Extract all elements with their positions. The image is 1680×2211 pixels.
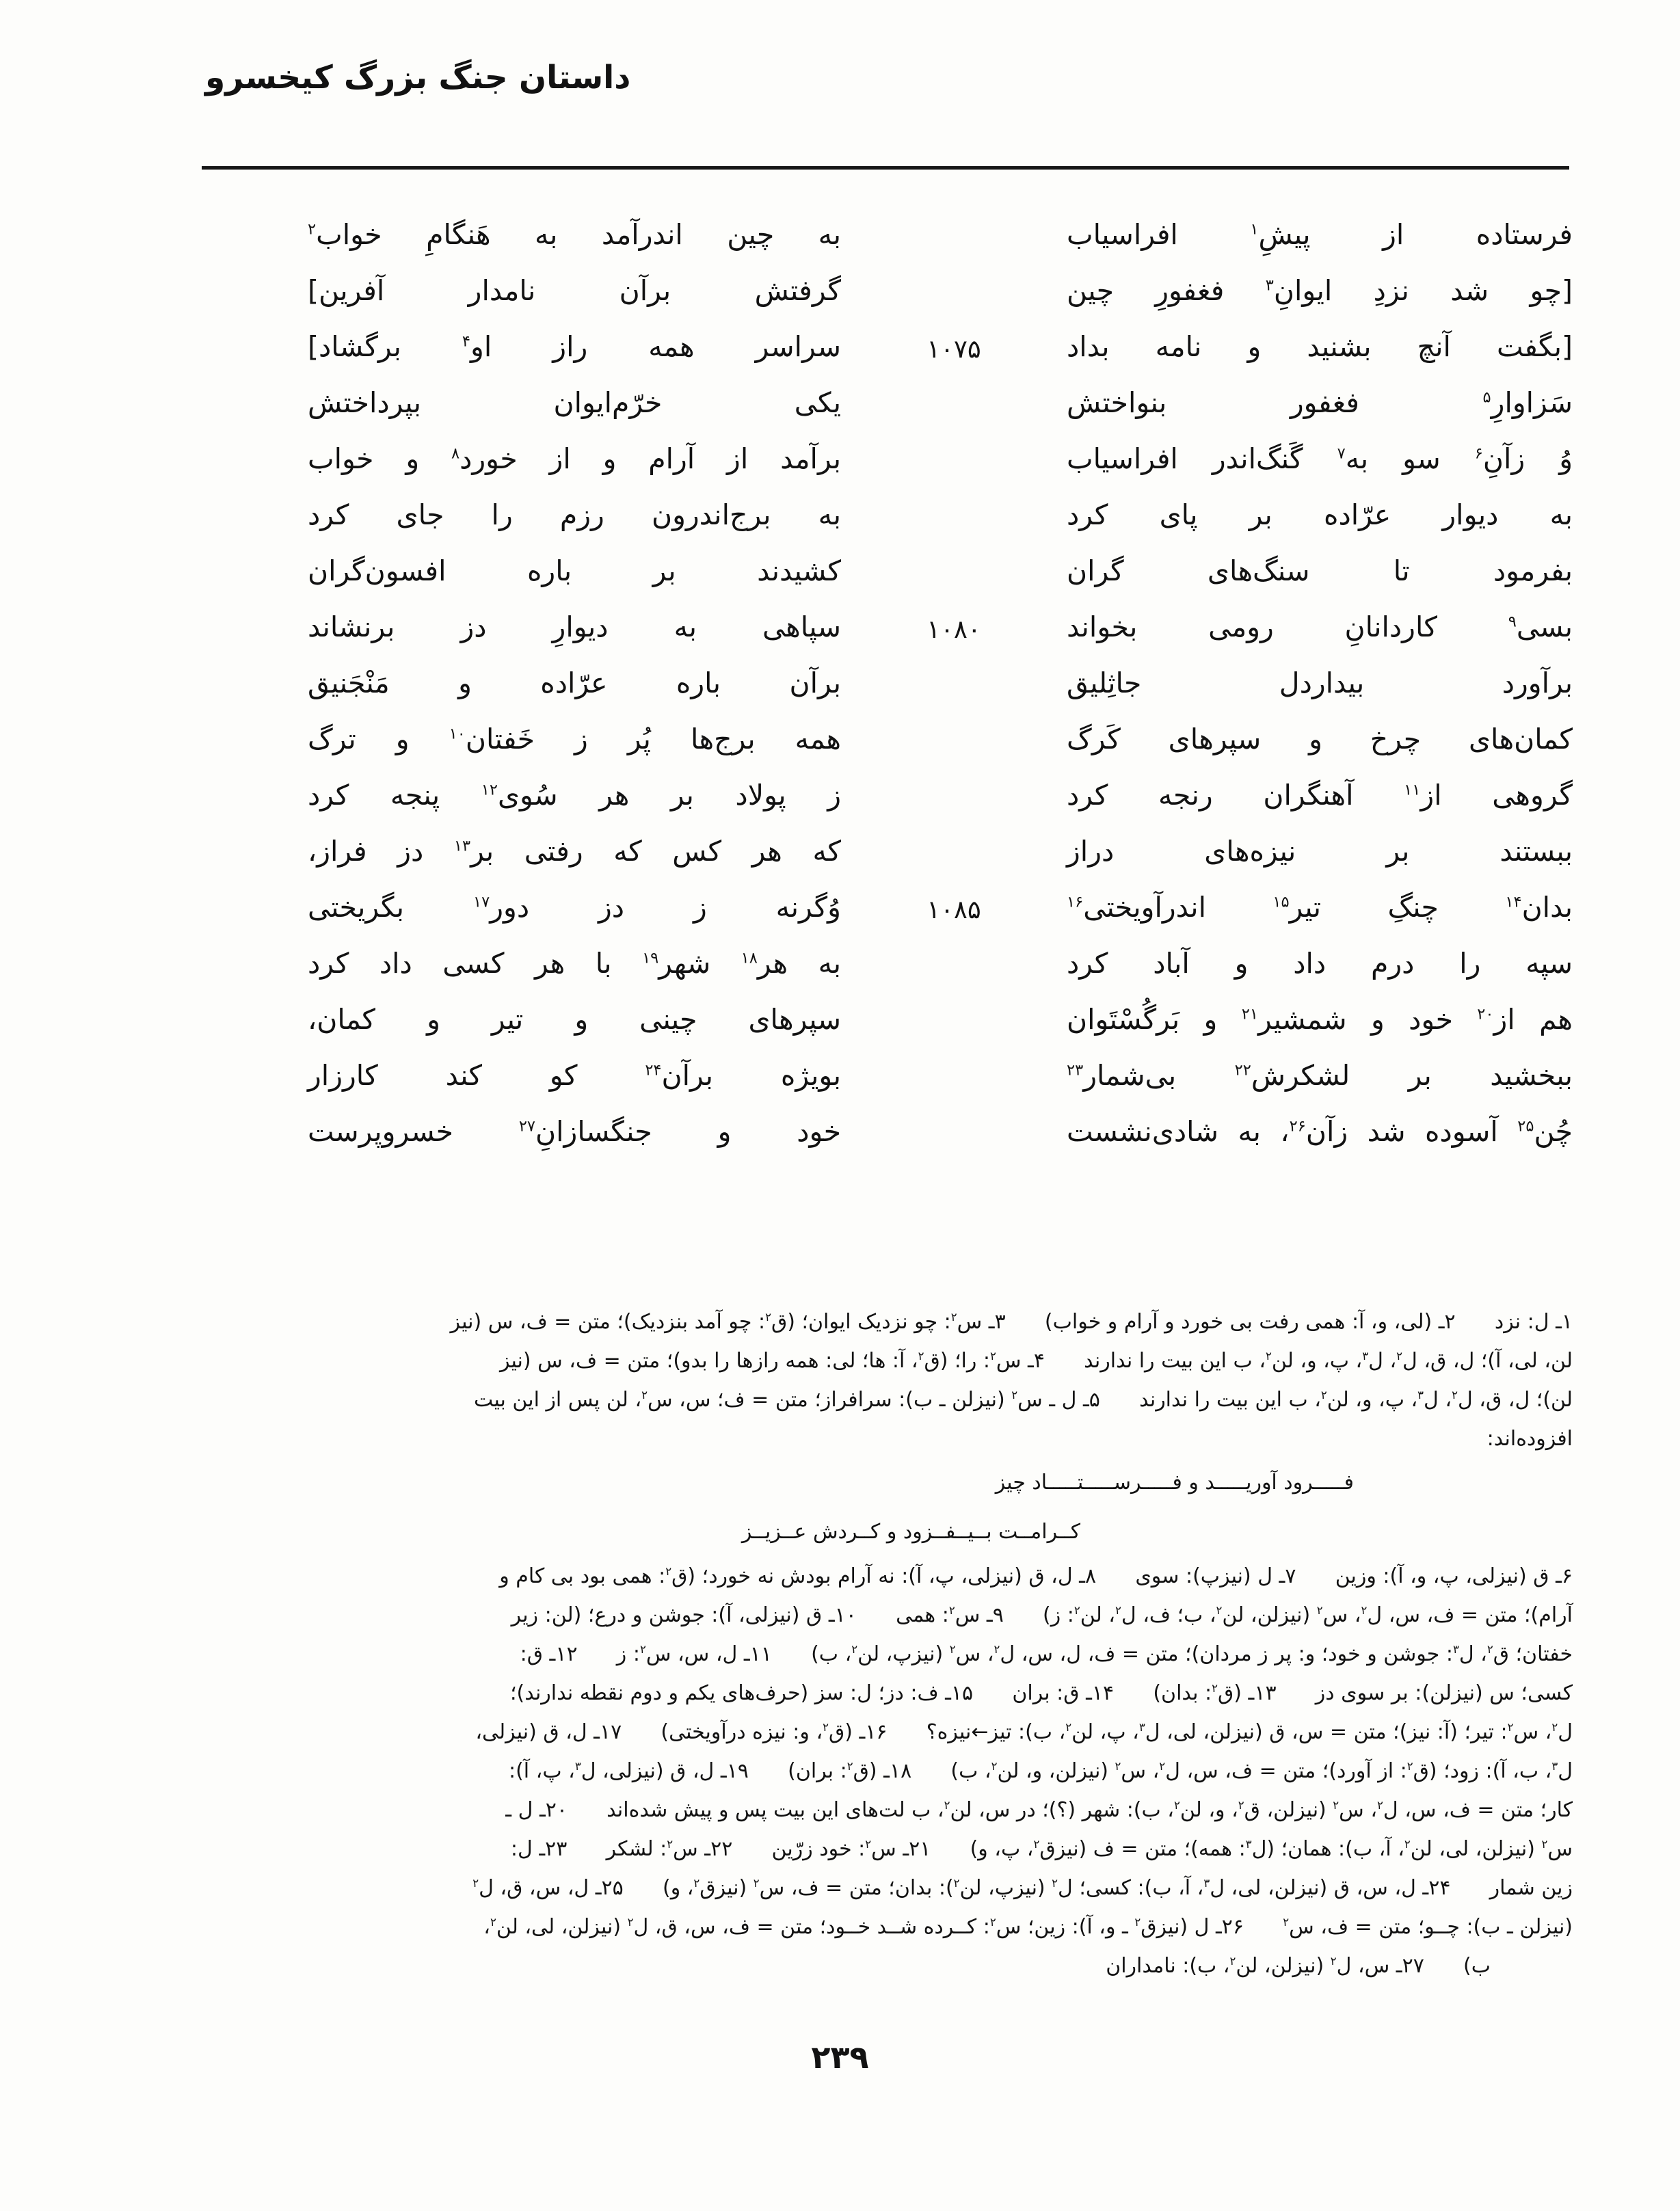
hemistich-second: کشیدند بر باره افسون‌گران	[308, 554, 841, 587]
hemistich-first: سپه را درم داد و آباد کرد	[1067, 946, 1573, 980]
verse-row	[308, 879, 1573, 935]
hemistich-second: برآمد از آرام و از خورد$^۸$ و خواب	[308, 442, 841, 475]
footnote-verse-b: کــرامــت بــیــفــزود و کــردش عــزیــز	[741, 1520, 1080, 1544]
footnote-line: (نیزلن ـ ب): چــو؛ متن = ف، س$^۲$ ۲۶ـ ل (نیزق$^۲$ ـ و، آ): زین؛ س$^۲$: کــرده شــد خــود؛ متن = ف، س، ق، ل$^۲$ (نیزلن، لی، لن$^۲$،	[483, 1915, 1573, 1939]
footnote-line: لن)؛ ل، ق، ل$^۲$، ل$^۳$، پ، و، لن$^۲$، ب این بیت را ندارند ۵ـ ل ـ س$^۲$ (نیزلن ـ ب): سرافراز؛ متن = ف؛ س، س$^۲$، لن پس از این بیت	[473, 1388, 1573, 1412]
footnote-line: لن، لی، آ)؛ ل، ق، ل$^۲$، ل$^۳$، پ، و، لن$^۲$، ب این بیت را ندارند ۴ـ س$^۲$: را؛ (ق$^۲$، آ: ها؛ لی: همه رازها را بدو)؛ متن = ف، س (نیز	[499, 1349, 1573, 1373]
verse-row	[308, 543, 1573, 599]
hemistich-second: به چین اندرآمد به هَنگامِ خواب$^۲$	[308, 217, 841, 251]
verse-row	[308, 431, 1573, 487]
hemistich-second: بویژه برآن$^{۲۴}$ کو کند کارزار	[308, 1058, 841, 1092]
verse-number	[841, 1073, 1067, 1077]
hemistich-first: چُن$^{۲۵}$ آسوده شد زآن$^{۲۶}$، به شادی‌نشست	[1067, 1114, 1573, 1148]
hemistich-first: [بگفت آنچ بشنید و نامه بداد	[1067, 330, 1573, 363]
verse-number	[841, 793, 1067, 797]
verse-row	[308, 1103, 1573, 1160]
hemistich-first: سَزاوارِ$^۵$ فغفور بنواختش	[1067, 386, 1573, 419]
verse-row	[308, 487, 1573, 543]
footnote-verse-a: فـــــرود آوریـــــد و فـــــرســـــتـــــاد چیز	[995, 1471, 1354, 1495]
footnote-line: ل$^۲$، س$^۲$: تیر؛ (آ: نیز)؛ متن = س، ق (نیزلن، لی، ل$^۳$، پ، لن$^۲$، ب): تیز←نیزه؟ ۱۶ـ (ق$^۲$، و: نیزه درآویختی) ۱۷ـ ل، ق (نیزلی،	[475, 1720, 1573, 1744]
hemistich-second: سپرهای چینی و تیر و کمان،	[308, 1002, 841, 1036]
verse-number	[841, 289, 1067, 293]
footnote-line: کسی؛ س (نیزلن): بر سوی دز ۱۳ـ (ق$^۲$: بدان) ۱۴ـ ق: بران ۱۵ـ ف: دز؛ ل: سز (حرف‌های یکم و دوم نقطه ندارند)؛	[509, 1681, 1573, 1705]
hemistich-first: کمان‌های چرخ و سپرهای کَرگ	[1067, 722, 1573, 755]
hemistich-second: خود و جنگسازانِ$^{۲۷}$ خسروپرست	[308, 1114, 841, 1148]
verse-number: ۱۰۷۵	[926, 334, 981, 364]
verse-row	[308, 319, 1573, 375]
verse-row	[308, 935, 1573, 991]
verse-number	[841, 961, 1067, 965]
hemistich-second: سپاهی به دیوارِ دز برنشاند	[308, 610, 841, 643]
footnotes	[108, 1302, 1573, 1985]
hemistich-second: یکی خرّم‌ایوان بپرداختش	[308, 386, 841, 419]
poem	[308, 206, 1573, 1160]
hemistich-first: هم از$^{۲۰}$ خود و شمشیر$^{۲۱}$ و بَرگُسْتَوان	[1067, 1002, 1573, 1036]
verse-number	[841, 232, 1067, 237]
footnote-last: ب) ۲۷ـ س، ل$^۲$ (نیزلن، لن$^۲$، ب): نامداران	[1106, 1954, 1491, 1978]
hemistich-first: بدان$^{۱۴}$ چنگِ تیر$^{۱۵}$ اندرآویختی$^{۱۶}$	[1067, 890, 1573, 924]
hemistich-second: برآن باره عرّاده و مَنْجَنیق	[308, 666, 841, 699]
hemistich-second: که هر کس که رفتی بر$^{۱۳}$ دز فراز،	[308, 834, 841, 868]
footnote-intro: افزوده‌اند:	[1486, 1427, 1573, 1451]
verse-row	[308, 711, 1573, 767]
verse-row	[308, 767, 1573, 823]
verse-number	[841, 513, 1067, 517]
hemistich-second: گرفتش برآن نامدار آفرین]	[308, 273, 841, 307]
hemistich-second: ز پولاد بر هر سُوی$^{۱۲}$ پنجه کرد	[308, 778, 841, 812]
verse-row	[308, 375, 1573, 431]
hemistich-second: سراسر همه راز او$^۴$ برگشاد]	[308, 330, 841, 363]
hemistich-first: بسی$^۹$ کاردانانِ رومی بخواند	[1067, 610, 1573, 643]
verse-number	[841, 1129, 1067, 1134]
verse-number	[841, 457, 1067, 461]
verse-row	[308, 1047, 1573, 1103]
hemistich-second: به هر$^{۱۸}$ شهر$^{۱۹}$ با هر کسی داد کرد	[308, 946, 841, 980]
verse-number	[841, 849, 1067, 853]
header-rule	[202, 166, 1569, 170]
footnote-line: زین شمار ۲۴ـ ل، س، ق (نیزلن، لی، ل$^۳$، آ، ب): کسی؛ ل$^۲$ (نیزپ، لن$^۲$): بدان؛ متن = ف، س$^۲$ (نیزق$^۲$، و) ۲۵ـ ل، س، ق، ل$^۲$	[472, 1876, 1573, 1900]
footnote-line: ۶ـ ق (نیزلی، پ، و، آ): وزین ۷ـ ل (نیزپ): سوی ۸ـ ل، ق (نیزلی، پ، آ): نه آرام بودش نه خورد؛ (ق$^۲$: همی بود بی کام و	[499, 1564, 1573, 1588]
hemistich-second: همه برج‌ها پُر ز خَفتان$^{۱۰}$ و ترگ	[308, 722, 841, 755]
verse-row	[308, 263, 1573, 319]
hemistich-first: [چو شد نزدِ ایوانِ$^۳$ فغفورِ چین	[1067, 273, 1573, 307]
verse-row	[308, 823, 1573, 879]
verse-number: ۱۰۸۵	[926, 894, 981, 924]
footnote-line: ل$^۳$، ب، آ): زود؛ (ق$^۲$: از آورد)؛ متن = ف، س، ل$^۲$، س$^۲$ (نیزلن، و، لن$^۲$، ب) ۱۸ـ (ق$^۲$: بران) ۱۹ـ ل، ق (نیزلی، ل$^۳$، پ، آ):	[509, 1759, 1573, 1783]
running-title: داستان جنگ بزرگ کیخسرو	[205, 59, 631, 96]
verse-number: ۱۰۸۰	[926, 614, 981, 644]
page-number: ۲۳۹	[811, 2039, 869, 2076]
hemistich-first: بفرمود تا سنگ‌های گران	[1067, 554, 1573, 587]
verse-row	[308, 206, 1573, 263]
hemistich-first: وُ زآنِ$^۶$ سو به$^۷$ گَنگ‌اندر افراسیاب	[1067, 442, 1573, 475]
hemistich-first: فرستاده از پیشِ$^۱$ افراسیاب	[1067, 217, 1573, 251]
verse-number	[841, 737, 1067, 741]
hemistich-first: ببستند بر نیزه‌های دراز	[1067, 834, 1573, 868]
hemistich-first: به دیوار عرّاده بر پای کرد	[1067, 498, 1573, 531]
verse-row	[308, 655, 1573, 711]
verse-number	[841, 681, 1067, 685]
hemistich-first: ببخشید بر لشکرش$^{۲۲}$ بی‌شمار$^{۲۳}$	[1067, 1058, 1573, 1092]
footnote-line: خفتان؛ ق$^۲$، ل$^۳$: جوشن و خود؛ و: پر ز مردان)؛ متن = ف، ل، س، ل$^۲$، س$^۲$ (نیزپ، لن$^۲$، ب) ۱۱ـ ل، س، س$^۲$: ز ۱۲ـ ق:	[520, 1642, 1573, 1666]
verse-number	[841, 1017, 1067, 1021]
verse-row	[308, 991, 1573, 1047]
footnote-line: س$^۲$ (نیزلن، لی، لن$^۲$، آ، ب): همان؛ (ل$^۳$: همه)؛ متن = ف (نیزق$^۲$، پ، و) ۲۱ـ س$^۲$: خود زرّین ۲۲ـ س$^۲$: لشکر ۲۳ـ ل:	[510, 1837, 1573, 1861]
hemistich-second: وُگرنه ز دز دور$^{۱۷}$ بگریختی	[308, 890, 841, 924]
footnote-line: کار؛ متن = ف، س، ل$^۲$، س$^۲$ (نیزلن، ق$^۲$، و، لن$^۲$، ب): شهر (؟)؛ در س، لن$^۲$، ب لت‌های این بیت پس و پیش شده‌اند ۲۰ـ ل ـ	[505, 1798, 1573, 1822]
footnote-line: ۱ـ ل: نزد ۲ـ (لی، و، آ: همی رفت بی خورد و آرام و خواب) ۳ـ س$^۲$: چو نزدیک ایوان؛ (ق$^۲$: چو آمد بنزدیک)؛ متن = ف، س (نیز	[450, 1310, 1573, 1334]
verse-row	[308, 599, 1573, 655]
hemistich-second: به برج‌اندرون رزم را جای کرد	[308, 498, 841, 531]
hemistich-first: برآورد بیداردل جاثِلیق	[1067, 666, 1573, 699]
verse-number	[841, 401, 1067, 405]
footnote-line: آرام)؛ متن = ف، س، ل$^۲$، س$^۲$ (نیزلن، لن$^۲$، ب؛ ف، ل$^۲$، لن$^۲$: ز) ۹ـ س$^۲$: همی ۱۰ـ ق (نیزلی، آ): جوشن و درع؛ (لن: زیر	[511, 1603, 1573, 1627]
hemistich-first: گروهی از$^{۱۱}$ آهنگران رنجه کرد	[1067, 778, 1573, 812]
verse-number	[841, 569, 1067, 573]
